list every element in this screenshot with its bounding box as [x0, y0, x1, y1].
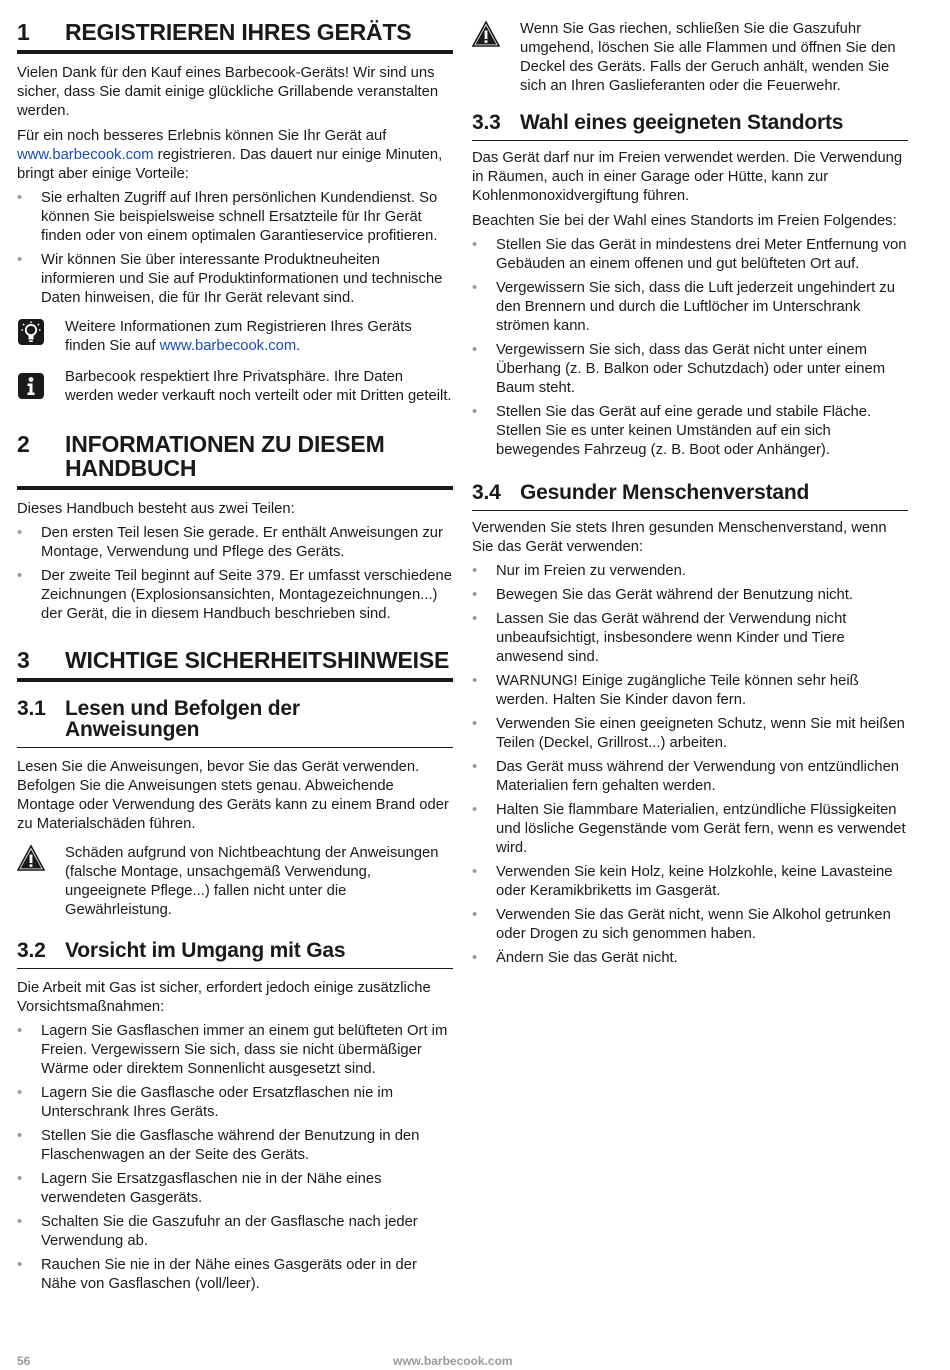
list-item: • Bewegen Sie das Gerät während der Benutzung nicht.: [472, 586, 908, 605]
tip-note: Weitere Informationen zum Registrieren Ihres Geräts finden Sie auf www.barbecook.com.: [17, 318, 453, 356]
lightbulb-icon: [17, 318, 45, 346]
list-item: • Ändern Sie das Gerät nicht.: [472, 949, 908, 968]
list-item: • Vergewissern Sie sich, dass das Gerät nicht unter einem Überhang (z. B. Balkon oder Schutzdach) oder unter einem Baum steht.: [472, 341, 908, 398]
section-title: REGISTRIEREN IHRES GERÄTS: [65, 19, 412, 45]
footer-url[interactable]: www.barbecook.com: [393, 1354, 513, 1368]
list-item: • Lassen Sie das Gerät während der Verwendung nicht unbeaufsichtigt, insbesondere wenn Kinder und Tiere anwesend sind.: [472, 610, 908, 667]
section-title: INFORMATIONEN ZU DIESEM HANDBUCH: [65, 431, 385, 481]
section-title: Gesunder Menschenverstand: [520, 481, 810, 504]
section-number: 3.4: [472, 481, 501, 504]
list-item: • Verwenden Sie einen geeigneten Schutz, wenn Sie mit heißen Teilen (Deckel, Grillrost...) arbeiten.: [472, 715, 908, 753]
warranty-warning: Schäden aufgrund von Nichtbeachtung der Anweisungen (falsche Montage, unsachgemäß Verwendung, ungeeignete Pflege...) fallen nicht unter die Gewährleistung.: [17, 844, 453, 920]
section-title: WICHTIGE SICHERHEITSHINWEISE: [65, 647, 450, 673]
section-3-4-heading: [472, 476, 908, 511]
privacy-note: Barbecook respektiert Ihre Privatsphäre. Ihre Daten werden weder verkauft noch verteilt oder mit Dritten geteilt.: [17, 368, 453, 406]
section-2-heading: [17, 426, 453, 490]
list-item: • Lagern Sie die Gasflasche oder Ersatzflaschen nie im Unterschrank Ihres Geräts.: [17, 1084, 453, 1122]
barbecook-link[interactable]: www.barbecook.com: [17, 147, 154, 163]
section-title: Wahl eines geeigneten Standorts: [520, 111, 844, 134]
list-item: • Stellen Sie das Gerät auf eine gerade und stabile Fläche. Stellen Sie es unter keinen Umständen auf ein sich bewegendes Fahrzeug (z. B. Boot oder Anhänger).: [472, 403, 908, 460]
common-sense-list: [472, 562, 908, 968]
location-intro: Beachten Sie bei der Wahl eines Standorts im Freien Folgendes:: [472, 213, 897, 229]
list-item: • Lagern Sie Ersatzgasflaschen nie in der Nähe eines verwendeten Gasgeräts.: [17, 1170, 453, 1208]
list-item: • Der zweite Teil beginnt auf Seite 379. Er umfasst verschiedene Zeichnungen (Explosionsansichten, Montagezeichnungen...) der Gerät, die in diesem Handbuch beschrieben sind.: [17, 567, 453, 624]
manual-intro: Dieses Handbuch besteht aus zwei Teilen:: [17, 501, 295, 517]
warning-icon: [17, 844, 45, 872]
list-item: • Halten Sie flammbare Materialien, entzündliche Flüssigkeiten und lösliche Gegenstände vom Gerät fern, wenn es verwendet wird.: [472, 801, 908, 858]
section-3-1-heading: [17, 692, 453, 748]
list-item: • Den ersten Teil lesen Sie gerade. Er enthält Anweisungen zur Montage, Verwendung und Pflege des Geräts.: [17, 524, 453, 562]
info-icon: [17, 372, 45, 400]
gas-intro: Die Arbeit mit Gas ist sicher, erfordert jedoch einige zusätzliche Vorsichtsmaßnahmen:: [17, 980, 431, 1015]
section-number: 3.1: [17, 697, 46, 720]
section-3-heading: [17, 642, 453, 682]
page-number: 56: [17, 1354, 31, 1368]
manual-parts-list: [17, 524, 453, 624]
section-title: Vorsicht im Umgang mit Gas: [65, 939, 346, 962]
list-item: • Vergewissern Sie sich, dass die Luft jederzeit ungehindert zu den Brennern und durch die Luftlöcher im Unterschrank strömen kann.: [472, 279, 908, 336]
list-item: • Schalten Sie die Gaszufuhr an der Gasflasche nach jeder Verwendung ab.: [17, 1213, 453, 1251]
gas-smell-warning: Wenn Sie Gas riechen, schließen Sie die Gaszufuhr umgehend, löschen Sie alle Flammen und öffnen Sie den Deckel des Geräts. Falls der Geruch anhält, wenden Sie sich an Ihren Gaslieferanten oder die Feuerwehr.: [472, 20, 908, 96]
section-number: 1: [17, 19, 30, 45]
list-item: • WARNUNG! Einige zugängliche Teile können sehr heiß werden. Halten Sie Kinder davon fern.: [472, 672, 908, 710]
list-item: • Verwenden Sie das Gerät nicht, wenn Sie Alkohol getrunken oder Drogen zu sich genommen haben.: [472, 906, 908, 944]
section-number: 2: [17, 431, 30, 457]
gas-safety-list: [17, 1022, 453, 1294]
location-list: [472, 236, 908, 460]
section-1-heading: [17, 14, 453, 54]
list-item: • Nur im Freien zu verwenden.: [472, 562, 908, 581]
list-item: • Lagern Sie Gasflaschen immer an einem gut belüfteten Ort im Freien. Vergewissern Sie sich, dass sie nicht übermäßiger Wärme oder direktem Sonnenlicht ausgesetzt sind.: [17, 1022, 453, 1079]
right-column: [472, 20, 908, 968]
list-item: • Wir können Sie über interessante Produktneuheiten informieren und Sie auf Produktinformationen und technische Daten hinweisen, die für Ihr Gerät relevant sind.: [17, 251, 453, 308]
instructions-paragraph: Lesen Sie die Anweisungen, bevor Sie das Gerät verwenden. Befolgen Sie die Anweisungen stets genau. Abweichende Montage oder Verwendung des Geräts kann zu einem Brand oder zu Materialschäden führen.: [17, 759, 449, 832]
left-column: [17, 14, 453, 1294]
list-item: • Stellen Sie die Gasflasche während der Benutzung in den Flaschenwagen an der Seite des Geräts.: [17, 1127, 453, 1165]
intro-paragraph: Vielen Dank für den Kauf eines Barbecook-Geräts! Wir sind uns sicher, dass Sie damit einige glückliche Grillabende veranstalten werden.: [17, 65, 439, 119]
warning-icon: [472, 20, 500, 48]
list-item: • Das Gerät muss während der Verwendung von entzündlichen Materialien fern gehalten werden.: [472, 758, 908, 796]
barbecook-link[interactable]: www.barbecook.com: [159, 338, 297, 354]
section-title: Lesen und Befolgen der Anweisungen: [65, 697, 300, 741]
section-3-3-heading: [472, 106, 908, 141]
list-item: • Verwenden Sie kein Holz, keine Holzkohle, keine Lavasteine oder Keramikbriketts im Gasgerät.: [472, 863, 908, 901]
benefits-list: [17, 189, 453, 308]
section-number: 3: [17, 647, 30, 673]
section-3-2-heading: [17, 934, 453, 969]
list-item: • Stellen Sie das Gerät in mindestens drei Meter Entfernung von Gebäuden an einem offenen und gut belüfteten Ort auf.: [472, 236, 908, 274]
register-paragraph: Für ein noch besseres Erlebnis können Sie Ihr Gerät auf www.barbecook.com registrieren. Das dauert nur einige Minuten, bringt aber einige Vorteile:: [17, 128, 443, 182]
list-item: • Sie erhalten Zugriff auf Ihren persönlichen Kundendienst. So können Sie beispielsweise schnell Ersatzteile für Ihr Gerät finden oder von einem optimalen Garantieservice profitieren.: [17, 189, 453, 246]
location-paragraph: Das Gerät darf nur im Freien verwendet werden. Die Verwendung in Räumen, auch in einer Garage oder Hütte, kann zur Kohlenmonoxidvergiftung führen.: [472, 150, 903, 204]
section-number: 3.2: [17, 939, 46, 962]
common-sense-intro: Verwenden Sie stets Ihren gesunden Menschenverstand, wenn Sie das Gerät verwenden:: [472, 520, 887, 555]
list-item: • Rauchen Sie nie in der Nähe eines Gasgeräts oder in der Nähe von Gasflaschen (voll/leer).: [17, 1256, 453, 1294]
section-number: 3.3: [472, 111, 501, 134]
